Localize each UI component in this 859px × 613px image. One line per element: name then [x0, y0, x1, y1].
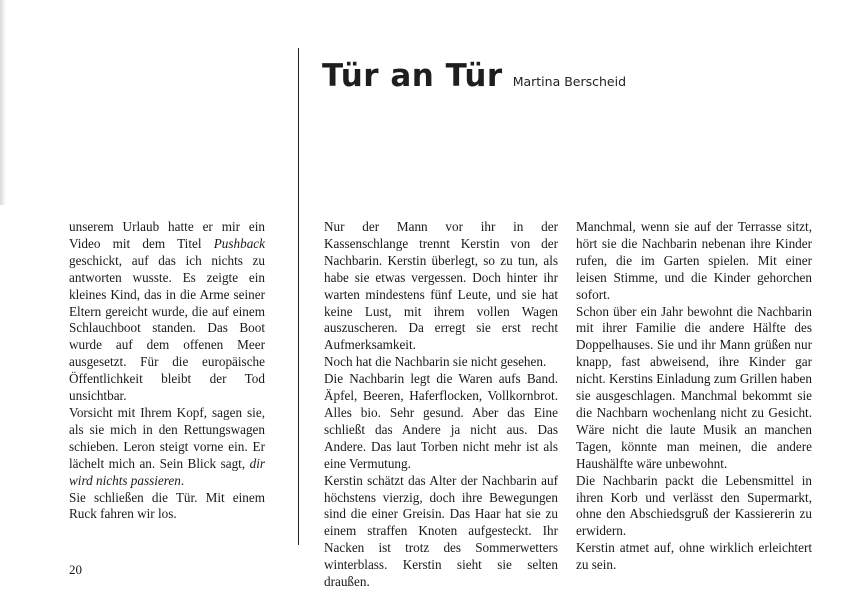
- paragraph: Die Nachbarin legt die Waren aufs Band. Äpfel, Beeren, Haferflocken, Vollkornbrot. Alles bio. Sehr gesund. Aber das Eine schließt das Andere ja nicht aus. Das Andere. Das laut Torben nicht mehr ist als eine Vermutung.: [324, 371, 558, 471]
- text-column-right: [576, 219, 812, 574]
- paragraph: Kerstin schätzt das Alter der Nachbarin auf höchstens vierzig, doch ihre Bewegungen sind die einer Greisin. Das Haar hat sie zu einem straffen Knoten aufgesteckt. Ihr Nacken ist trotz des Sommerwetters winterblass. Kerstin sieht sie selten draußen.: [324, 472, 558, 590]
- italic-title: Pushback: [213, 235, 265, 251]
- column-divider: [298, 48, 299, 545]
- paragraph: Schon über ein Jahr bewohnt die Nachbarin mit ihrer Familie die andere Hälfte des Doppelhauses. Sie und ihr Mann grüßen nur knapp, fast abweisend, ihre Kinder gar nicht. Kerstins Einladung zum Grillen haben sie ausgeschlagen. Manchmal bekommt sie die Nachbarn wochenlang nicht zu Gesicht. Wäre nicht die laute Musik an manchen Tagen, könnte man meinen, die andere Haushälfte wäre unbewohnt.: [576, 303, 812, 471]
- text-column-left: [69, 219, 265, 523]
- story-title: Tür an Tür: [322, 58, 503, 94]
- page-number: 20: [69, 562, 82, 577]
- story-author: Martina Berscheid: [512, 74, 627, 89]
- page-fold-shadow: [0, 0, 6, 205]
- paragraph: Nur der Mann vor ihr in der Kassenschlange trennt Kerstin von der Nachbarin. Kerstin überlegt, so zu tun, als habe sie etwas vergessen. Doch hinter ihr warten mindestens fünf Leute, und sie hat keine Lust, mit ihrem vollen Wagen auszuscheren. Da erregt sie erst recht Aufmerksamkeit.: [324, 219, 558, 353]
- paragraph: Noch hat die Nachbarin sie nicht gesehen.: [324, 354, 547, 370]
- paragraph: unserem Urlaub hatte er mir ein Video mit dem Titel Pushback geschickt, auf das ich nichts zu antworten wusste. Es zeigte ein kleines Kind, das in die Arme seiner Eltern gereicht wurde, die auf einem Schlauchboot standen. Das Boot wurde auf dem offenen Meer ausgesetzt. Für die europäische Öffentlichkeit bleibt der Tod unsichtbar.: [69, 219, 265, 404]
- paragraph: Manchmal, wenn sie auf der Terrasse sitzt, hört sie die Nachbarin nebenan ihre Kinder rufen, die im Garten spielen. Mit einer leisen Stimme, und die Kinder gehorchen sofort.: [576, 219, 812, 302]
- text-column-middle: [324, 219, 558, 591]
- story-heading: [322, 58, 626, 94]
- italic-phrase: dir wird nichts passieren: [69, 455, 265, 488]
- paragraph: Sie schließen die Tür. Mit einem Ruck fahren wir los.: [69, 489, 265, 522]
- paragraph: Kerstin atmet auf, ohne wirklich erleichtert zu sein.: [576, 540, 812, 573]
- paragraph: Die Nachbarin packt die Lebensmittel in ihren Korb und verlässt den Supermarkt, ohne den Abschiedsgruß der Kassiererin zu erwidern.: [576, 472, 812, 539]
- paragraph: Vorsicht mit Ihrem Kopf, sagen sie, als sie mich in den Rettungswagen schieben. Leron steigt vorne ein. Er lächelt mich an. Sein Blick sagt, dir wird nichts passieren.: [69, 404, 265, 488]
